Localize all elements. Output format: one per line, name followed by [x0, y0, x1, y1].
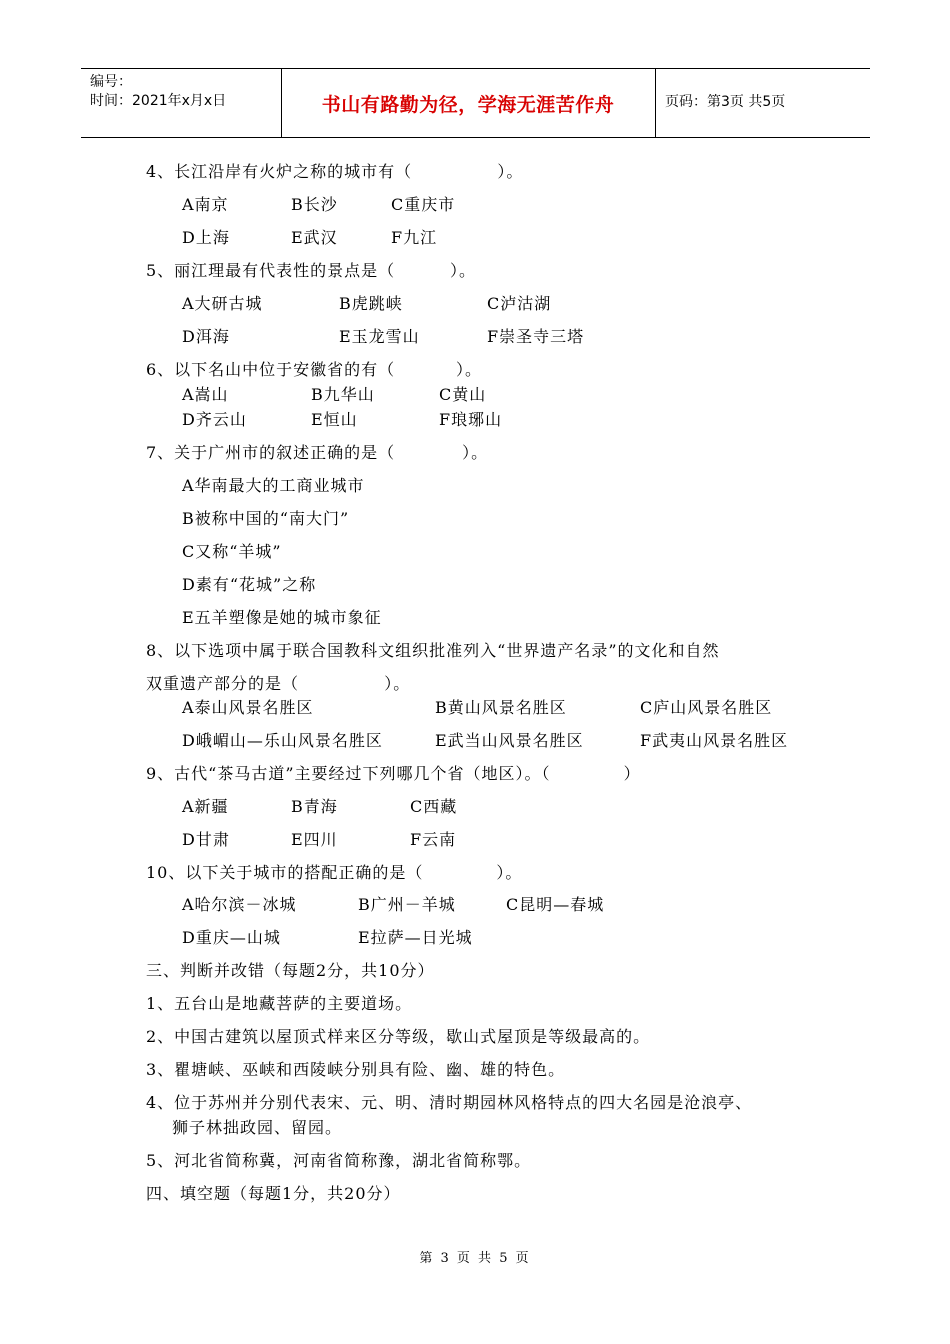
header-motto: 书山有路勤为径，学海无涯苦作舟 — [321, 93, 615, 116]
judgment-item: 4、位于苏州并分别代表宋、元、明、清时期园林风格特点的四大名园是沧浪亭、 — [146, 1093, 753, 1112]
question-8-continued: 双重遗产部分的是（ ）。 — [146, 674, 411, 693]
option-e: E武当山风景名胜区 — [435, 731, 584, 750]
option-e: E恒山 — [311, 410, 358, 429]
judgment-item: 5、河北省简称冀，河南省简称豫，湖北省简称鄂。 — [146, 1151, 532, 1170]
option-f: F琅琊山 — [439, 410, 503, 429]
page-footer: 第 3 页 共 5 页 — [419, 1251, 531, 1266]
question-10: 10、以下关于城市的搭配正确的是（ ）。 — [146, 863, 523, 882]
option-d: D峨嵋山—乐山风景名胜区 — [182, 731, 383, 750]
number-label: 编号： — [90, 74, 132, 90]
option-e: E四川 — [291, 830, 338, 849]
option-c: C西藏 — [410, 797, 458, 816]
option-a: A南京 — [182, 195, 229, 214]
option-a: A哈尔滨－冰城 — [182, 895, 297, 914]
option-a: A嵩山 — [182, 385, 229, 404]
option-c: C又称“羊城” — [182, 542, 282, 561]
option-c: C泸沽湖 — [487, 294, 552, 313]
section-4-title: 四、填空题（每题1分，共20分） — [146, 1184, 401, 1203]
option-b: B九华山 — [311, 385, 375, 404]
question-6: 6、以下名山中位于安徽省的有（ ）。 — [146, 360, 483, 379]
question-4: 4、长江沿岸有火炉之称的城市有（ ）。 — [146, 162, 524, 181]
judgment-item-continued: 狮子林拙政园、留园。 — [172, 1118, 343, 1137]
option-c: C重庆市 — [391, 195, 456, 214]
option-d: D素有“花城”之称 — [182, 575, 317, 594]
judgment-item: 1、五台山是地藏菩萨的主要道场。 — [146, 994, 413, 1013]
judgment-item: 2、中国古建筑以屋顶式样来区分等级，歇山式屋顶是等级最高的。 — [146, 1027, 651, 1046]
option-f: F崇圣寺三塔 — [487, 327, 585, 346]
option-a: A大研古城 — [182, 294, 263, 313]
option-f: F云南 — [410, 830, 457, 849]
option-a: A新疆 — [182, 797, 229, 816]
question-8: 8、以下选项中属于联合国教科文组织批准列入“世界遗产名录”的文化和自然 — [146, 641, 720, 660]
time-label: 时间：2021年x月x日 — [90, 93, 227, 109]
option-a: A华南最大的工商业城市 — [182, 476, 365, 495]
option-e: E拉萨—日光城 — [358, 928, 473, 947]
option-d: D齐云山 — [182, 410, 247, 429]
header-page-info: 页码：第3页 共5页 — [665, 94, 786, 110]
option-e: E五羊塑像是她的城市象征 — [182, 608, 382, 627]
option-c: C昆明—春城 — [506, 895, 605, 914]
question-7: 7、关于广州市的叙述正确的是（ ）。 — [146, 443, 489, 462]
judgment-item: 3、瞿塘峡、巫峡和西陵峡分别具有险、幽、雄的特色。 — [146, 1060, 566, 1079]
option-f: F九江 — [391, 228, 438, 247]
section-3-title: 三、判断并改错（每题2分，共10分） — [146, 961, 435, 980]
option-c: C庐山风景名胜区 — [640, 698, 773, 717]
option-f: F武夷山风景名胜区 — [640, 731, 789, 750]
option-d: D上海 — [182, 228, 230, 247]
option-d: D重庆—山城 — [182, 928, 281, 947]
option-e: E玉龙雪山 — [339, 327, 420, 346]
option-d: D甘肃 — [182, 830, 230, 849]
option-e: E武汉 — [291, 228, 338, 247]
option-b: B青海 — [291, 797, 338, 816]
question-9: 9、古代“茶马古道”主要经过下列哪几个省（地区）。（ ） — [146, 764, 641, 783]
option-a: A泰山风景名胜区 — [182, 698, 314, 717]
option-b: B广州－羊城 — [358, 895, 456, 914]
option-c: C黄山 — [439, 385, 487, 404]
option-b: B长沙 — [291, 195, 338, 214]
option-d: D洱海 — [182, 327, 230, 346]
option-b: B黄山风景名胜区 — [435, 698, 567, 717]
option-b: B虎跳峡 — [339, 294, 403, 313]
question-5: 5、丽江理最有代表性的景点是（ ）。 — [146, 261, 476, 280]
option-b: B被称中国的“南大门” — [182, 509, 350, 528]
